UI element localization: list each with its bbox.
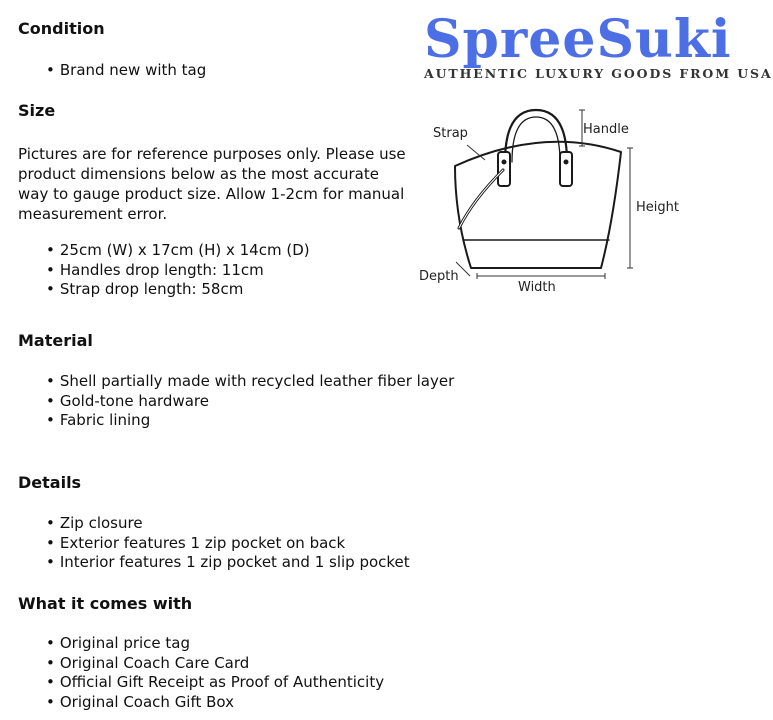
details-heading: Details xyxy=(18,473,82,492)
list-item: • Original price tag xyxy=(46,634,384,654)
list-item: • Handles drop length: 11cm xyxy=(46,261,310,281)
list-item: • Original Coach Gift Box xyxy=(46,693,384,713)
list-item: • Brand new with tag xyxy=(46,61,206,81)
list-item: • Interior features 1 zip pocket and 1 slip pocket xyxy=(46,553,410,573)
brand-logo xyxy=(424,9,773,81)
width-label: Width xyxy=(518,280,556,295)
list-item: • Zip closure xyxy=(46,514,410,534)
included-heading: What it comes with xyxy=(18,594,193,613)
list-item: • Exterior features 1 zip pocket on back xyxy=(46,534,410,554)
depth-label: Depth xyxy=(419,269,459,284)
list-item: • Shell partially made with recycled leather fiber layer xyxy=(46,372,454,392)
height-label: Height xyxy=(636,200,679,215)
condition-heading: Condition xyxy=(18,19,105,38)
size-description: Pictures are for reference purposes only. Please use product dimensions below as the most accurate way to gauge product size. Allow 1-2cm for manual measurement error. xyxy=(18,145,406,223)
list-item: • Strap drop length: 58cm xyxy=(46,280,310,300)
brand-name: SpreeSuki xyxy=(424,9,732,70)
size-heading: Size xyxy=(18,101,56,120)
material-heading: Material xyxy=(18,331,93,350)
size-list xyxy=(46,241,310,300)
list-item: • Gold-tone hardware xyxy=(46,392,454,412)
included-list xyxy=(46,634,384,712)
list-item: • Original Coach Care Card xyxy=(46,654,384,674)
material-list xyxy=(46,372,454,431)
list-item: • Official Gift Receipt as Proof of Authenticity xyxy=(46,673,384,693)
condition-list xyxy=(46,61,206,81)
details-list xyxy=(46,514,410,573)
list-item: • 25cm (W) x 17cm (H) x 14cm (D) xyxy=(46,241,310,261)
brand-tagline: AUTHENTIC LUXURY GOODS FROM USA xyxy=(424,66,773,81)
bag-dimension-diagram xyxy=(415,100,720,300)
list-item: • Fabric lining xyxy=(46,411,454,431)
handle-label: Handle xyxy=(583,122,629,137)
strap-label: Strap xyxy=(433,126,468,141)
